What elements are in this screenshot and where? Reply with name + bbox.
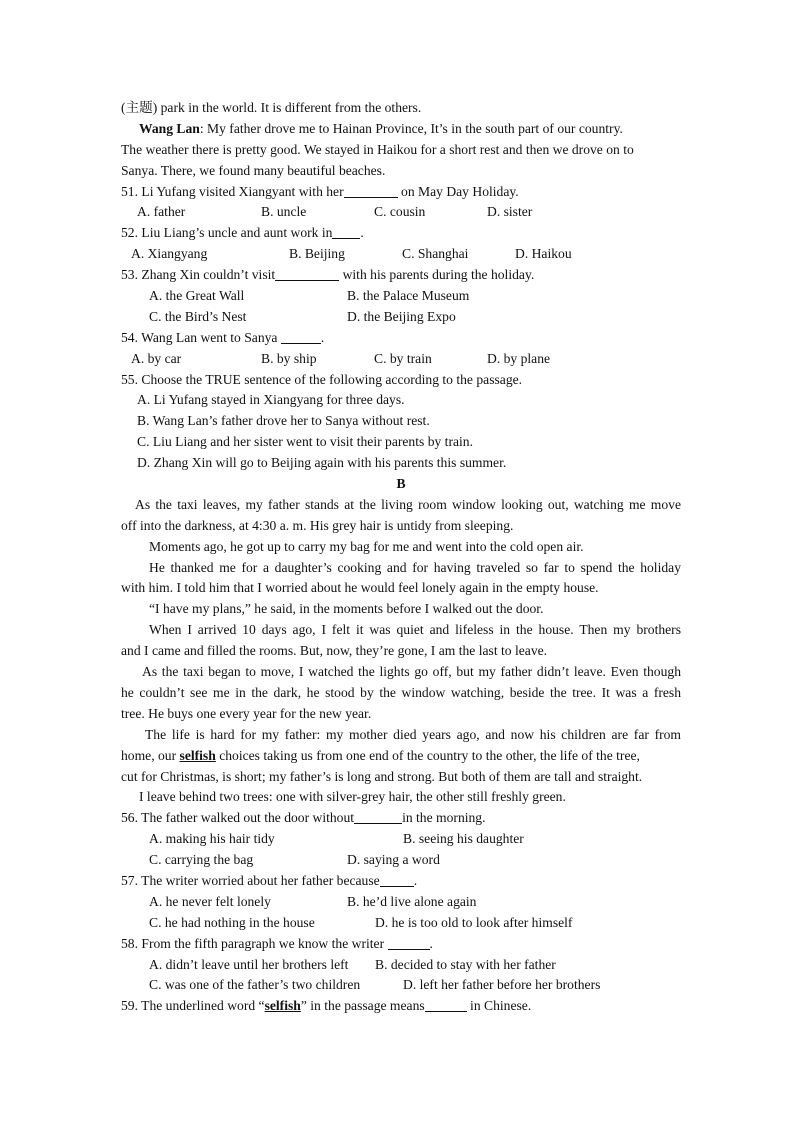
question-text: 54. Wang Lan went to Sanya: [121, 329, 278, 345]
option-b[interactable]: B. Wang Lan’s father drove her to Sanya without rest.: [137, 413, 430, 429]
option-c[interactable]: C. carrying the bag: [149, 852, 254, 868]
question-text: 59. The underlined word “: [121, 998, 265, 1014]
passage-b-line: The life is hard for my father: my mother died years ago, and now his children are far from: [145, 726, 681, 742]
question-text: in the morning.: [402, 810, 486, 826]
section-heading: B: [396, 476, 406, 492]
question-text: 58. From the fifth paragraph we know the writer: [121, 935, 388, 951]
options-56: [121, 850, 681, 871]
options-54: [121, 349, 681, 370]
option-b[interactable]: B. by ship: [261, 350, 317, 366]
passage-b-line: Moments ago, he got up to carry my bag for me and went into the cold open air.: [149, 538, 584, 554]
option-c[interactable]: C. Liu Liang and her sister went to visit their parents by train.: [137, 434, 473, 450]
question-53: [121, 265, 681, 286]
option-a[interactable]: A. he never felt lonely: [149, 893, 271, 909]
passage-b-line: off into the darkness, at 4:30 a. m. His grey hair is untidy from sleeping.: [121, 517, 514, 533]
option-a[interactable]: A. Xiangyang: [131, 246, 208, 262]
answer-blank[interactable]: [281, 329, 321, 344]
passage-b-line: I leave behind two trees: one with silver-grey hair, the other still freshly green.: [139, 789, 566, 805]
passage-b-line: with him. I told him that I worried about he would feel lonely again in the empty house.: [121, 580, 599, 596]
passage-a-line: (主题) park in the world. It is different from the others.: [121, 100, 422, 115]
question-text: 51. Li Yufang visited Xiangyant with her: [121, 183, 344, 199]
options-53: [121, 307, 681, 328]
passage-b-line: As the taxi leaves, my father stands at the living room window looking out, watching me move: [135, 496, 681, 512]
option-a[interactable]: A. by car: [131, 350, 182, 366]
answer-blank[interactable]: [425, 997, 467, 1012]
passage-b-line: He thanked me for a daughter’s cooking and for having traveled so far to spend the holiday: [149, 559, 681, 575]
option-a[interactable]: A. father: [137, 204, 186, 220]
passage-b-line: he couldn’t see me in the dark, he stood by the window watching, beside the tree. It was a fresh: [121, 684, 681, 700]
question-text: .: [320, 329, 325, 345]
option-b[interactable]: B. the Palace Museum: [347, 288, 470, 304]
question-text: .: [413, 872, 418, 888]
question-text: in Chinese.: [466, 998, 532, 1014]
option-c[interactable]: C. Shanghai: [402, 246, 469, 262]
passage-b-line: When I arrived 10 days ago, I felt it was quiet and lifeless in the house. Then my brothers: [149, 622, 681, 638]
question-56: [121, 808, 681, 829]
option-d[interactable]: D. by plane: [487, 350, 551, 366]
question-58: [121, 934, 681, 955]
question-text: 57. The writer worried about her father because: [121, 872, 380, 888]
option-b[interactable]: B. Beijing: [289, 246, 345, 262]
option-b[interactable]: B. uncle: [261, 204, 307, 220]
option-a[interactable]: A. didn’t leave until her brothers left: [149, 956, 349, 972]
question-55: 55. Choose the TRUE sentence of the following according to the passage.: [121, 371, 523, 387]
passage-b-line: and I came and filled the rooms. But, now, they’re gone, I am the last to leave.: [121, 643, 548, 659]
exam-page: [121, 98, 681, 1017]
question-text: .: [429, 935, 433, 951]
answer-blank[interactable]: [354, 809, 402, 824]
options-52: [121, 244, 681, 265]
options-58: [121, 955, 681, 976]
question-text: on May Day Holiday.: [397, 183, 519, 199]
passage-b-line: [121, 746, 681, 767]
answer-blank[interactable]: [332, 224, 360, 239]
passage-b-line: “I have my plans,” he said, in the moments before I walked out the door.: [149, 601, 544, 617]
option-d[interactable]: D. left her father before her brothers: [403, 977, 601, 993]
options-57: [121, 913, 681, 934]
options-58: [121, 975, 681, 996]
option-b[interactable]: B. he’d live alone again: [347, 893, 477, 909]
option-c[interactable]: C. the Bird’s Nest: [149, 308, 247, 324]
question-text: 52. Liu Liang’s uncle and aunt work in: [121, 225, 333, 241]
passage-a-line: The weather there is pretty good. We stayed in Haikou for a short rest and then we drove on to: [121, 141, 634, 157]
options-57: [121, 892, 681, 913]
question-text: 53. Zhang Xin couldn’t visit: [121, 267, 276, 283]
question-51: [121, 182, 681, 203]
passage-b-line: tree. He buys one every year for the new year.: [121, 705, 372, 721]
options-51: [121, 202, 681, 223]
passage-a-line: Sanya. There, we found many beautiful beaches.: [121, 162, 386, 178]
option-c[interactable]: C. he had nothing in the house: [149, 914, 315, 930]
answer-blank[interactable]: [344, 183, 398, 198]
option-d[interactable]: D. saying a word: [347, 852, 440, 868]
passage-b-line: As the taxi began to move, I watched the lights go off, but my father didn’t leave. Even though: [142, 664, 681, 680]
option-d[interactable]: D. sister: [487, 204, 533, 220]
passage-a-line: [121, 119, 681, 140]
question-text: 56. The father walked out the door without: [121, 810, 355, 826]
question-text: ” in the passage means: [300, 998, 425, 1014]
question-text: .: [360, 225, 364, 241]
question-text: with his parents during the holiday.: [339, 267, 535, 283]
option-a[interactable]: A. the Great Wall: [149, 288, 245, 304]
answer-blank[interactable]: [388, 935, 430, 950]
option-d[interactable]: D. he is too old to look after himself: [375, 914, 573, 930]
option-d[interactable]: D. the Beijing Expo: [347, 308, 456, 324]
question-52: [121, 223, 681, 244]
option-c[interactable]: C. was one of the father’s two children: [149, 977, 361, 993]
passage-text: home, our: [121, 747, 180, 763]
passage-text: choices taking us from one end of the country to the other, the life of the tree,: [215, 747, 640, 763]
option-a[interactable]: A. making his hair tidy: [149, 831, 275, 847]
speaker-name: Wang Lan: [139, 120, 200, 136]
speaker-text: : My father drove me to Hainan Province, It’s in the south part of our country.: [199, 120, 623, 136]
underlined-word: selfish: [264, 998, 301, 1014]
question-59: [121, 996, 681, 1017]
option-b[interactable]: B. decided to stay with her father: [375, 956, 556, 972]
answer-blank[interactable]: [275, 266, 339, 281]
passage-b-line: cut for Christmas, is short; my father’s is long and strong. But both of them are tall and straight.: [121, 768, 643, 784]
option-b[interactable]: B. seeing his daughter: [403, 831, 524, 847]
option-c[interactable]: C. by train: [374, 350, 432, 366]
question-54: [121, 328, 681, 349]
underlined-word: selfish: [179, 747, 216, 763]
question-57: [121, 871, 681, 892]
options-56: [121, 829, 681, 850]
option-c[interactable]: C. cousin: [374, 204, 426, 220]
option-d[interactable]: D. Zhang Xin will go to Beijing again with his parents this summer.: [137, 455, 507, 471]
answer-blank[interactable]: [380, 872, 414, 887]
option-d[interactable]: D. Haikou: [515, 246, 572, 262]
option-a[interactable]: A. Li Yufang stayed in Xiangyang for three days.: [137, 392, 405, 408]
options-53: [121, 286, 681, 307]
